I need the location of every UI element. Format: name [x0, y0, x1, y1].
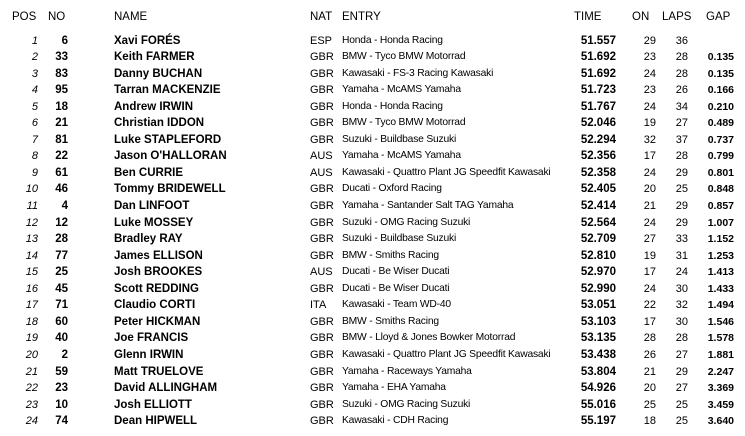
- cell-time: 52.294: [580, 133, 616, 146]
- cell-pos: 18: [25, 315, 38, 328]
- cell-gap: 0.135: [707, 51, 734, 64]
- cell-name: James ELLISON: [114, 249, 203, 262]
- table-row: [0, 365, 745, 382]
- cell-on: 22: [643, 299, 656, 312]
- cell-no: 18: [55, 100, 68, 113]
- cell-no: 81: [55, 133, 68, 146]
- cell-pos: 22: [25, 382, 38, 395]
- cell-gap: 0.857: [707, 200, 734, 212]
- cell-laps: 25: [675, 415, 688, 428]
- table-row: [0, 50, 745, 67]
- table-row: [0, 348, 745, 365]
- cell-time: 54.926: [580, 382, 616, 395]
- cell-nat: GBR: [310, 133, 334, 146]
- cell-entry: Honda - Honda Racing: [342, 100, 443, 112]
- table-row: [0, 265, 745, 282]
- cell-time: 51.767: [580, 100, 616, 113]
- cell-entry: BMW - Smiths Racing: [342, 249, 439, 261]
- cell-pos: 4: [31, 84, 38, 97]
- cell-on: 17: [643, 150, 656, 163]
- cell-on: 27: [643, 233, 656, 246]
- cell-on: 20: [643, 382, 656, 395]
- cell-no: 2: [61, 348, 68, 361]
- cell-on: 21: [643, 200, 656, 212]
- header-time: TIME: [574, 11, 602, 23]
- table-row: [0, 100, 745, 117]
- table-row: [0, 216, 745, 233]
- cell-entry: Yamaha - Santander Salt TAG Yamaha: [342, 200, 514, 211]
- cell-on: 23: [643, 51, 656, 64]
- cell-nat: ITA: [310, 299, 327, 312]
- cell-laps: 29: [675, 216, 688, 229]
- table-row: [0, 182, 745, 199]
- cell-laps: 32: [675, 299, 688, 312]
- cell-no: 21: [55, 117, 68, 130]
- cell-pos: 8: [31, 150, 38, 163]
- cell-entry: Suzuki - OMG Racing Suzuki: [342, 216, 471, 228]
- cell-pos: 3: [31, 67, 38, 80]
- cell-entry: BMW - Lloyd & Jones Bowker Motorrad: [342, 332, 516, 344]
- header-laps: LAPS: [662, 11, 692, 23]
- cell-nat: GBR: [310, 216, 334, 229]
- cell-laps: 37: [675, 133, 688, 146]
- table-row: [0, 282, 745, 299]
- cell-pos: 11: [26, 200, 38, 212]
- header-gap: GAP: [706, 11, 731, 23]
- cell-name: Xavi FORÉS: [114, 34, 181, 47]
- cell-nat: AUS: [310, 150, 333, 163]
- cell-time: 53.051: [580, 299, 616, 312]
- cell-no: 22: [55, 150, 68, 163]
- cell-entry: Kawasaki - Team WD-40: [342, 299, 451, 311]
- cell-name: Tommy BRIDEWELL: [114, 183, 226, 196]
- cell-pos: 17: [25, 299, 38, 312]
- cell-on: 17: [643, 315, 656, 328]
- header-pos: POS: [12, 11, 37, 23]
- results-header: [0, 0, 745, 26]
- cell-entry: Ducati - Oxford Racing: [342, 183, 442, 195]
- cell-nat: GBR: [310, 233, 334, 246]
- cell-no: 60: [55, 315, 68, 328]
- cell-no: 61: [55, 166, 68, 179]
- cell-nat: GBR: [310, 382, 334, 395]
- cell-name: Joe FRANCIS: [114, 332, 189, 345]
- cell-entry: BMW - Smiths Racing: [342, 315, 439, 327]
- cell-entry: Suzuki - Buildbase Suzuki: [342, 233, 457, 245]
- cell-nat: GBR: [310, 249, 334, 262]
- header-nat: NAT: [310, 11, 333, 23]
- cell-entry: Honda - Honda Racing: [342, 34, 443, 46]
- cell-pos: 12: [25, 216, 38, 229]
- table-row: [0, 398, 745, 415]
- cell-gap: 0.737: [707, 133, 734, 146]
- cell-on: 24: [643, 216, 656, 229]
- cell-nat: GBR: [310, 117, 334, 130]
- cell-entry: Kawasaki - FS-3 Racing Kawasaki: [342, 67, 494, 79]
- cell-gap: 3.640: [707, 415, 734, 428]
- cell-nat: GBR: [310, 100, 334, 113]
- cell-laps: 29: [675, 200, 688, 212]
- cell-nat: AUS: [310, 166, 333, 179]
- cell-name: Luke STAPLEFORD: [114, 133, 222, 146]
- cell-nat: GBR: [310, 51, 334, 64]
- cell-no: 25: [55, 266, 68, 279]
- cell-on: 24: [643, 100, 656, 113]
- cell-name: Claudio CORTI: [114, 299, 196, 312]
- cell-nat: AUS: [310, 266, 333, 279]
- cell-nat: GBR: [310, 332, 334, 345]
- cell-name: Andrew IRWIN: [114, 100, 194, 113]
- cell-time: 51.723: [580, 84, 616, 97]
- cell-name: Bradley RAY: [114, 233, 183, 246]
- cell-laps: 26: [675, 84, 688, 97]
- cell-laps: 30: [675, 315, 688, 328]
- cell-no: 23: [55, 382, 68, 395]
- cell-laps: 24: [675, 266, 688, 279]
- cell-time: 51.692: [580, 67, 616, 80]
- cell-no: 40: [55, 332, 68, 345]
- cell-nat: GBR: [310, 365, 334, 378]
- cell-entry: Yamaha - EHA Yamaha: [342, 382, 446, 394]
- cell-on: 21: [643, 365, 656, 378]
- cell-time: 52.414: [580, 200, 616, 212]
- cell-nat: GBR: [310, 348, 334, 361]
- cell-no: 12: [55, 216, 68, 229]
- cell-time: 55.016: [580, 398, 616, 411]
- cell-pos: 21: [25, 365, 38, 378]
- cell-laps: 28: [675, 67, 688, 80]
- table-row: [0, 298, 745, 315]
- cell-gap: 0.801: [707, 166, 734, 179]
- cell-no: 33: [55, 51, 68, 64]
- cell-nat: GBR: [310, 183, 334, 196]
- cell-on: 19: [643, 117, 656, 130]
- cell-on: 18: [643, 415, 656, 428]
- cell-laps: 28: [675, 150, 688, 163]
- cell-gap: 2.247: [707, 365, 734, 378]
- cell-entry: Yamaha - McAMS Yamaha: [342, 84, 461, 96]
- cell-nat: GBR: [310, 398, 334, 411]
- cell-laps: 25: [675, 398, 688, 411]
- cell-entry: Yamaha - McAMS Yamaha: [342, 150, 461, 162]
- cell-name: Matt TRUELOVE: [114, 365, 204, 378]
- cell-gap: 3.369: [707, 382, 734, 395]
- cell-no: 71: [55, 299, 68, 312]
- cell-pos: 24: [25, 415, 38, 428]
- cell-name: Luke MOSSEY: [114, 216, 194, 229]
- cell-on: 24: [643, 166, 656, 179]
- cell-time: 52.970: [580, 266, 616, 279]
- cell-pos: 2: [31, 51, 38, 64]
- cell-laps: 30: [675, 282, 688, 295]
- table-row: [0, 133, 745, 150]
- cell-on: 24: [643, 67, 656, 80]
- cell-time: 52.564: [580, 216, 616, 229]
- cell-laps: 27: [675, 348, 688, 361]
- cell-gap: 0.799: [707, 150, 734, 163]
- table-row: [0, 149, 745, 166]
- table-row: [0, 199, 745, 216]
- cell-pos: 13: [25, 233, 38, 246]
- cell-laps: 31: [675, 249, 688, 262]
- cell-entry: Kawasaki - Quattro Plant JG Speedfit Kawasaki: [342, 348, 551, 360]
- table-row: [0, 414, 745, 431]
- cell-on: 24: [643, 282, 656, 295]
- cell-entry: BMW - Tyco BMW Motorrad: [342, 117, 466, 129]
- header-on: ON: [632, 11, 650, 23]
- table-row: [0, 249, 745, 266]
- cell-entry: Yamaha - Raceways Yamaha: [342, 365, 472, 377]
- table-row: [0, 116, 745, 133]
- cell-gap: 1.253: [707, 249, 734, 262]
- cell-gap: 1.433: [707, 282, 734, 295]
- cell-nat: ESP: [310, 34, 333, 47]
- cell-pos: 16: [25, 282, 38, 295]
- cell-pos: 1: [31, 34, 38, 47]
- cell-no: 77: [55, 249, 68, 262]
- cell-on: 19: [643, 249, 656, 262]
- cell-time: 53.438: [580, 348, 616, 361]
- cell-entry: Ducati - Be Wiser Ducati: [342, 266, 450, 278]
- cell-laps: 33: [675, 233, 688, 246]
- cell-name: David ALLINGHAM: [114, 382, 218, 395]
- cell-nat: GBR: [310, 67, 334, 80]
- cell-name: Dan LINFOOT: [114, 200, 190, 212]
- cell-entry: Ducati - Be Wiser Ducati: [342, 282, 450, 294]
- cell-gap: 1.152: [707, 233, 734, 246]
- cell-entry: Kawasaki - CDH Racing: [342, 415, 449, 427]
- cell-pos: 7: [31, 133, 38, 146]
- cell-pos: 14: [25, 249, 38, 262]
- table-row: [0, 67, 745, 84]
- cell-on: 20: [643, 183, 656, 196]
- cell-pos: 5: [31, 100, 38, 113]
- cell-laps: 29: [675, 365, 688, 378]
- cell-gap: 0.166: [707, 84, 734, 97]
- cell-no: 83: [55, 67, 68, 80]
- table-row: [0, 83, 745, 100]
- cell-time: 53.103: [580, 315, 616, 328]
- cell-nat: GBR: [310, 415, 334, 428]
- cell-gap: 1.413: [707, 266, 734, 279]
- cell-time: 51.557: [580, 34, 616, 47]
- header-name: NAME: [114, 11, 148, 23]
- table-row: [0, 166, 745, 183]
- cell-name: Josh ELLIOTT: [114, 398, 192, 411]
- cell-entry: Kawasaki - Quattro Plant JG Speedfit Kawasaki: [342, 166, 551, 178]
- cell-on: 29: [643, 34, 656, 47]
- cell-pos: 9: [31, 166, 38, 179]
- cell-nat: GBR: [310, 282, 334, 295]
- cell-no: 45: [55, 282, 68, 295]
- table-row: [0, 34, 745, 51]
- cell-entry: Suzuki - OMG Racing Suzuki: [342, 398, 471, 410]
- table-row: [0, 381, 745, 398]
- cell-gap: 3.459: [707, 398, 734, 411]
- cell-gap: 0.489: [707, 117, 734, 130]
- cell-laps: 29: [675, 166, 688, 179]
- cell-laps: 27: [675, 117, 688, 130]
- cell-pos: 19: [25, 332, 38, 345]
- cell-pos: 10: [25, 183, 38, 196]
- cell-name: Danny BUCHAN: [114, 67, 203, 80]
- cell-name: Ben CURRIE: [114, 166, 184, 179]
- cell-time: 52.990: [580, 282, 616, 295]
- cell-gap: 1.546: [707, 315, 734, 328]
- cell-pos: 20: [25, 348, 38, 361]
- cell-gap: 1.494: [707, 299, 734, 312]
- cell-on: 32: [643, 133, 656, 146]
- cell-nat: GBR: [310, 315, 334, 328]
- cell-time: 52.709: [580, 233, 616, 246]
- cell-no: 10: [55, 398, 68, 411]
- header-entry: ENTRY: [342, 11, 381, 23]
- cell-pos: 23: [25, 398, 38, 411]
- table-row: [0, 331, 745, 348]
- cell-laps: 28: [675, 51, 688, 64]
- cell-on: 17: [643, 266, 656, 279]
- cell-name: Keith FARMER: [114, 51, 195, 64]
- cell-gap: 0.135: [707, 67, 734, 80]
- cell-no: 46: [55, 183, 68, 196]
- cell-on: 25: [643, 398, 656, 411]
- cell-laps: 27: [675, 382, 688, 395]
- cell-pos: 15: [25, 266, 38, 279]
- cell-name: Jason O'HALLORAN: [114, 150, 227, 163]
- cell-laps: 25: [675, 183, 688, 196]
- cell-no: 4: [61, 200, 68, 212]
- cell-gap: 1.578: [707, 332, 734, 345]
- cell-time: 53.804: [580, 365, 616, 378]
- cell-no: 6: [61, 34, 68, 47]
- cell-on: 26: [643, 348, 656, 361]
- cell-laps: 34: [675, 100, 688, 113]
- cell-nat: GBR: [310, 200, 334, 212]
- cell-gap: 0.848: [707, 183, 734, 196]
- cell-time: 52.358: [580, 166, 616, 179]
- cell-name: Josh BROOKES: [114, 266, 203, 279]
- cell-gap: 0.210: [707, 100, 734, 113]
- cell-laps: 28: [675, 332, 688, 345]
- cell-no: 74: [55, 415, 68, 428]
- table-row: [0, 232, 745, 249]
- cell-time: 52.356: [580, 150, 616, 163]
- cell-entry: BMW - Tyco BMW Motorrad: [342, 51, 466, 63]
- cell-name: Christian IDDON: [114, 117, 205, 130]
- cell-time: 55.197: [580, 415, 616, 428]
- cell-on: 23: [643, 84, 656, 97]
- table-row: [0, 315, 745, 332]
- cell-time: 52.810: [580, 249, 616, 262]
- cell-gap: 1.007: [707, 216, 734, 229]
- cell-pos: 6: [31, 117, 38, 130]
- cell-time: 51.692: [580, 51, 616, 64]
- cell-laps: 36: [675, 34, 688, 47]
- cell-time: 53.135: [580, 332, 616, 345]
- cell-no: 59: [55, 365, 68, 378]
- cell-gap: 1.881: [707, 348, 734, 361]
- cell-no: 95: [55, 84, 68, 97]
- cell-time: 52.046: [580, 117, 616, 130]
- cell-name: Glenn IRWIN: [114, 348, 184, 361]
- cell-entry: Suzuki - Buildbase Suzuki: [342, 133, 457, 145]
- cell-name: Scott REDDING: [114, 282, 199, 295]
- cell-name: Tarran MACKENZIE: [114, 84, 221, 97]
- cell-name: Peter HICKMAN: [114, 315, 201, 328]
- cell-name: Dean HIPWELL: [114, 415, 198, 428]
- cell-no: 28: [55, 233, 68, 246]
- cell-time: 52.405: [580, 183, 616, 196]
- cell-on: 28: [643, 332, 656, 345]
- header-no: NO: [48, 11, 66, 23]
- cell-nat: GBR: [310, 84, 334, 97]
